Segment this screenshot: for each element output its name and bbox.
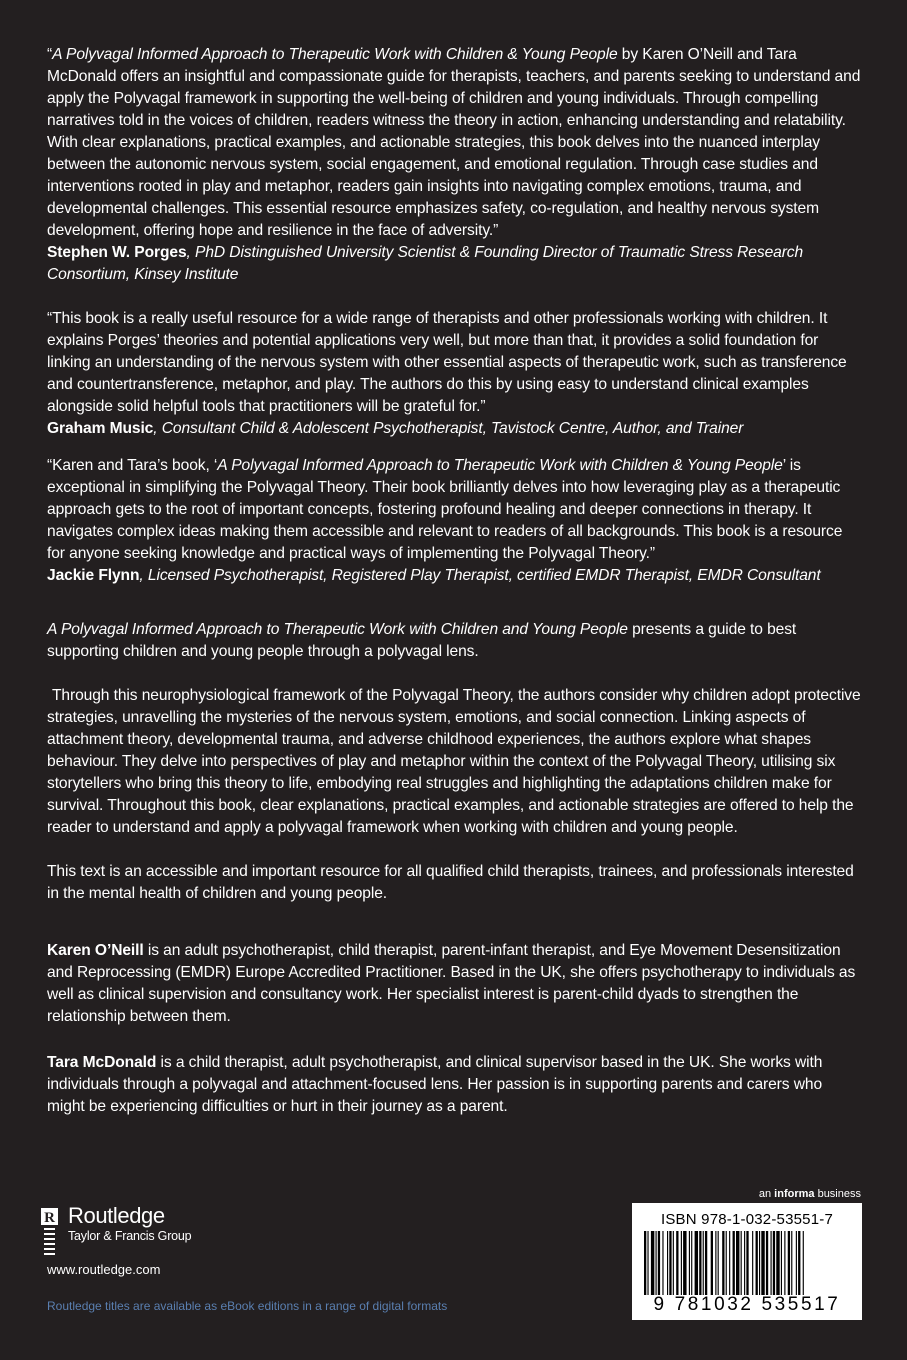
barcode-bar — [644, 1231, 646, 1295]
barcode-bar — [759, 1231, 760, 1295]
barcode-bar — [726, 1231, 727, 1295]
barcode-bars-icon — [644, 1231, 850, 1295]
barcode-bar — [729, 1231, 730, 1295]
barcode-bar — [683, 1231, 686, 1295]
barcode-bar — [651, 1231, 654, 1295]
barcode-bar — [784, 1231, 785, 1295]
author-bio-mcdonald: Tara McDonald is a child therapist, adult psychotherapist, and clinical supervisor based in the UK. She works with individuals through a polyvagal and attachment-focused lens. Her passion is in supporting parents and carers who might be experiencing difficulties or hurt in their journey as a parent. — [47, 1054, 823, 1115]
barcode-bar — [695, 1231, 698, 1295]
barcode-bar — [705, 1231, 707, 1295]
endorsement-flynn — [47, 455, 862, 587]
barcode-bar — [681, 1231, 682, 1295]
barcode-bar — [788, 1231, 790, 1295]
barcode-bar — [722, 1231, 724, 1295]
endorsement-attribution — [47, 565, 862, 587]
svg-text:R: R — [44, 1210, 55, 1226]
routledge-logo-icon — [41, 1208, 58, 1262]
barcode-bar — [744, 1231, 745, 1295]
barcode-bar — [647, 1231, 648, 1295]
barcode-bar — [689, 1231, 690, 1295]
publisher-url[interactable]: www.routledge.com — [47, 1262, 161, 1277]
barcode-bar — [658, 1231, 660, 1295]
barcode-bar — [771, 1231, 772, 1295]
publisher-name: Routledge — [68, 1203, 165, 1228]
barcode-bar — [673, 1231, 674, 1295]
informa-tagline: an informa business — [758, 1188, 861, 1200]
endorser-name: Jackie Flynn — [47, 567, 140, 584]
barcode-bar — [669, 1231, 671, 1295]
isbn-barcode — [632, 1203, 862, 1320]
endorsement-attribution — [47, 242, 862, 286]
description-closing: This text is an accessible and important resource for all qualified child therapists, trainees, and professionals interested in the mental health of children and young people. — [47, 863, 854, 902]
barcode-bar — [699, 1231, 701, 1295]
barcode-bar — [796, 1231, 797, 1295]
publisher-logo — [41, 1204, 191, 1262]
author-name: Tara McDonald — [47, 1054, 157, 1071]
barcode-bar — [791, 1231, 792, 1295]
endorser-credentials: , Licensed Psychotherapist, Registered Play Therapist, certified EMDR Therapist, EMDR Consultant — [139, 567, 821, 584]
author-bio-oneill: Karen O’Neill is an adult psychotherapist, child therapist, parent-infant therapist, and Eye Movement Desensitization and Reprocessing (EMDR) Europe Accredited Practitioner. Based in the UK, she offers psychotherapy to individuals as well as clinical supervision and consultancy work. Her specialist interest is parent-child dyads to strengthen the relationship between them. — [47, 942, 856, 1025]
description-intro: A Polyvagal Informed Approach to Therapeutic Work with Children and Young People presents a guide to best supporting children and young people through a polyvagal lens. — [47, 621, 797, 660]
barcode-bar — [667, 1231, 668, 1295]
barcode-bar — [733, 1231, 735, 1295]
barcode-bar — [746, 1231, 748, 1295]
barcode-digits: 9 781032 535517 — [653, 1294, 841, 1315]
barcode-bar — [756, 1231, 758, 1295]
author-name: Karen O’Neill — [47, 942, 144, 959]
endorser-credentials: , PhD Distinguished University Scientist & Founding Director of Traumatic Stress Research Consortium, Kinsey Institute — [47, 244, 804, 283]
barcode-bar — [676, 1231, 678, 1295]
ebook-note: Routledge titles are available as eBook editions in a range of digital formats — [47, 1299, 448, 1313]
endorsement-quote: “Karen and Tara’s book, ‘A Polyvagal Informed Approach to Therapeutic Work with Children & Young People’ is exceptional in simplifying the Polyvagal Theory. Their book brilliantly delves into how leveraging play as a therapeutic approach gets to the root of important concepts, fostering profound healing and deeper connections in therapy. It navigates complex ideas making them accessible and relevant to readers of all backgrounds. This book is a resource for anyone seeking knowledge and practical ways of implementing the Polyvagal Theory.” — [47, 457, 843, 562]
barcode-bar — [752, 1231, 753, 1295]
barcode-bar — [736, 1231, 739, 1295]
description-body: Through this neurophysiological framework of the Polyvagal Theory, the authors consider why children adopt protective strategies, unravelling the mysteries of the nervous system, emotions, and social connection. Linking aspects of attachment theory, developmental trauma, and adverse childhood experiences, the authors explore what shapes behaviour. They delve into perspectives of play and metaphor within the context of the Polyvagal Theory, utilising six storytellers who bring this theory to life, embodying real struggles and highlighting the adaptations children make for survival. Throughout this book, clear explanations, practical examples, and actionable strategies are offered to help the reader to understand and apply a polyvagal framework when working with children and young people. — [47, 687, 861, 836]
publisher-group: Taylor & Francis Group — [68, 1229, 192, 1243]
barcode-bar — [776, 1231, 779, 1295]
back-cover-text — [47, 44, 862, 1118]
barcode-bar — [662, 1231, 663, 1295]
endorsement-attribution — [47, 418, 862, 440]
endorser-credentials: , Consultant Child & Adolescent Psychotherapist, Tavistock Centre, Author, and Trainer — [153, 420, 744, 437]
barcode-bar — [656, 1231, 657, 1295]
barcode-bar — [715, 1231, 716, 1295]
book-title: A Polyvagal Informed Approach to Therapeutic Work with Children and Young People — [47, 621, 628, 638]
endorsement-music — [47, 308, 862, 440]
barcode-bar — [773, 1231, 775, 1295]
barcode-bar — [781, 1231, 782, 1295]
barcode-bar — [798, 1231, 800, 1295]
barcode-bar — [718, 1231, 719, 1295]
barcode-bar — [803, 1231, 804, 1295]
barcode-bar — [711, 1231, 713, 1295]
endorser-name: Stephen W. Porges — [47, 244, 187, 261]
barcode-bar — [703, 1231, 704, 1295]
isbn-number: ISBN 978-1-032-53551-7 — [660, 1211, 833, 1228]
barcode-bar — [741, 1231, 742, 1295]
endorsement-quote: “A Polyvagal Informed Approach to Therapeutic Work with Children & Young People by Karen O’Neill and Tara McDonald offers an insightful and compassionate guide for therapists, teachers, and parents seeking to understand and apply the Polyvagal framework in supporting the well-being of children and young individuals. Through compelling narratives told in the voices of children, readers witness the theory in action, enhancing understanding and relatability. With clear explanations, practical examples, and actionable strategies, this book delves into the nuanced interplay between the autonomic nervous system, social engagement, and emotional regulation. Through case studies and interventions rooted in play and metaphor, readers gain insights into navigating complex emotions, trauma, and developmental challenges. This essential resource emphasizes safety, co-regulation, and healthy nervous system development, offering hope and resilience in the face of adversity.” — [47, 46, 861, 239]
barcode-bar — [761, 1231, 764, 1295]
endorsement-quote: “This book is a really useful resource for a wide range of therapists and other professionals working with children. It explains Porges’ theories and potential applications very well, but more than that, it provides a solid foundation for linking an understanding of the nervous system with other essential aspects of therapeutic work, such as transference and countertransference, metaphor, and play. The authors do this by using easy to understand clinical examples alongside solid helpful tools that practitioners will be grateful for.” — [47, 310, 847, 415]
barcode-bar — [691, 1231, 692, 1295]
endorser-name: Graham Music — [47, 420, 154, 437]
endorsement-porges — [47, 44, 862, 286]
barcode-bar — [766, 1231, 768, 1295]
